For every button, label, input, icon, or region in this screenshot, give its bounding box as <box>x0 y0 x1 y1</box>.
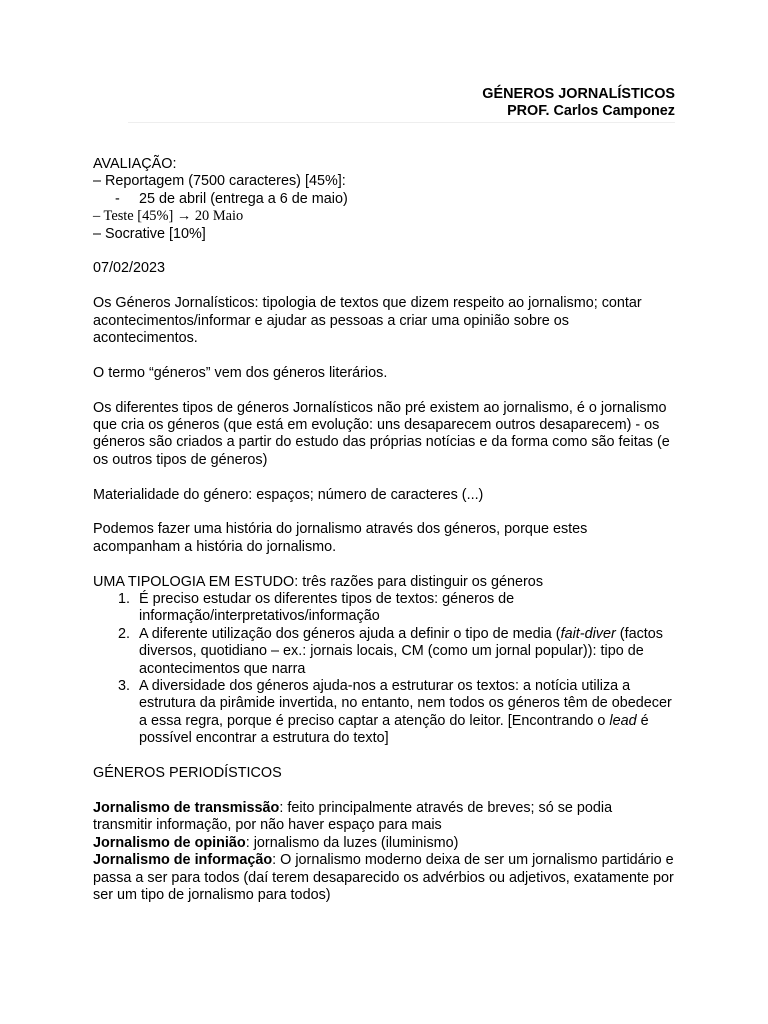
list-number: 1. <box>118 591 131 608</box>
list-item-text: A diferente utilização dos géneros ajuda a definir o tipo de media ( <box>139 625 561 642</box>
paragraph: Os diferentes tipos de géneros Jornalísticos não pré existem ao jornalismo, é o jornalismo que cria os géneros (que está em evolução: uns desaparecem outros desaparecem) - os géneros são criados a partir do estudo das próprias notícias e da forma como são feitas (e os outros tipos de géneros) <box>93 399 670 468</box>
header-divider <box>128 122 675 123</box>
tipologia-list <box>93 591 675 748</box>
lecture-date: 07/02/2023 <box>93 260 166 277</box>
italic-term: lead <box>609 712 637 729</box>
paragraph: Podemos fazer uma história do jornalismo através dos géneros, porque estes acompanham a história do jornalismo. <box>93 521 588 555</box>
list-item <box>93 626 675 678</box>
tipologia-heading: UMA TIPOLOGIA EM ESTUDO: três razões para distinguir os géneros <box>93 573 544 590</box>
list-item-text: (factos diversos, quotidiano – ex.: jornais locais, CM (como um jornal popular)): tipo de acontecimentos que narra <box>139 625 663 677</box>
avaliacao-item: – Reportagem (7500 caracteres) [45%]: <box>93 173 346 190</box>
subitem-dash: - <box>115 190 120 207</box>
avaliacao-subitem <box>93 191 675 208</box>
avaliacao-subitem-text: 25 de abril (entrega a 6 de maio) <box>139 190 348 207</box>
definition-term: Jornalismo de informação <box>93 852 273 869</box>
list-item <box>93 591 675 626</box>
list-item-text: A diversidade dos géneros ajuda-nos a estruturar os textos: a notícia utiliza a estrutura da pirâmide invertida, no entanto, nem todos os géneros têm de obedecer a essa regra, porque é preciso captar a atenção do leitor. [Encontrando o <box>139 678 672 729</box>
definition-text: : feito principalmente através de breves; só se podia transmitir informação, por não haver espaço para mais <box>93 799 613 834</box>
paragraph: Os Géneros Jornalísticos: tipologia de textos que dizem respeito ao jornalismo; contar acontecimentos/informar e ajudar as pessoas a criar uma opinião sobre os acontecimentos. <box>93 295 642 347</box>
list-item-text: É preciso estudar os diferentes tipos de textos: géneros de informação/interpretativos/informação <box>139 591 515 625</box>
italic-term: fait-diver <box>560 625 616 642</box>
paragraph: Materialidade do género: espaços; número de caracteres (...) <box>93 486 484 503</box>
document-title: GÉNEROS JORNALÍSTICOS <box>482 86 675 102</box>
document-body <box>93 156 675 904</box>
list-item-text: é possível encontrar a estrutura do texto] <box>139 712 649 747</box>
definition-term: Jornalismo de opinião <box>93 834 246 851</box>
avaliacao-item: – Socrative [10%] <box>93 225 206 242</box>
list-number: 3. <box>118 678 131 695</box>
professor-name: PROF. Carlos Camponez <box>507 103 675 120</box>
definition-entry <box>93 800 675 835</box>
avaliacao-item: – Teste [45%] → 20 Maio <box>93 208 244 225</box>
paragraph: O termo “géneros” vem dos géneros literários. <box>93 364 388 381</box>
periodisticos-heading: GÉNEROS PERIODÍSTICOS <box>93 765 282 782</box>
definition-text: : O jornalismo moderno deixa de ser um jornalismo partidário e passa a ser para todos (daí terem desaparecido os advérbios ou adjetivos, exatamente por ser um tipo de jornalismo para todos) <box>93 852 674 903</box>
definition-entry <box>93 852 675 904</box>
list-item <box>93 678 675 748</box>
document-header <box>482 86 675 121</box>
list-number: 2. <box>118 625 131 642</box>
definition-entry <box>93 835 675 852</box>
definition-text: : jornalismo da luzes (iluminismo) <box>245 834 459 851</box>
definition-term: Jornalismo de transmissão <box>93 799 280 816</box>
avaliacao-heading: AVALIAÇÃO: <box>93 156 177 172</box>
